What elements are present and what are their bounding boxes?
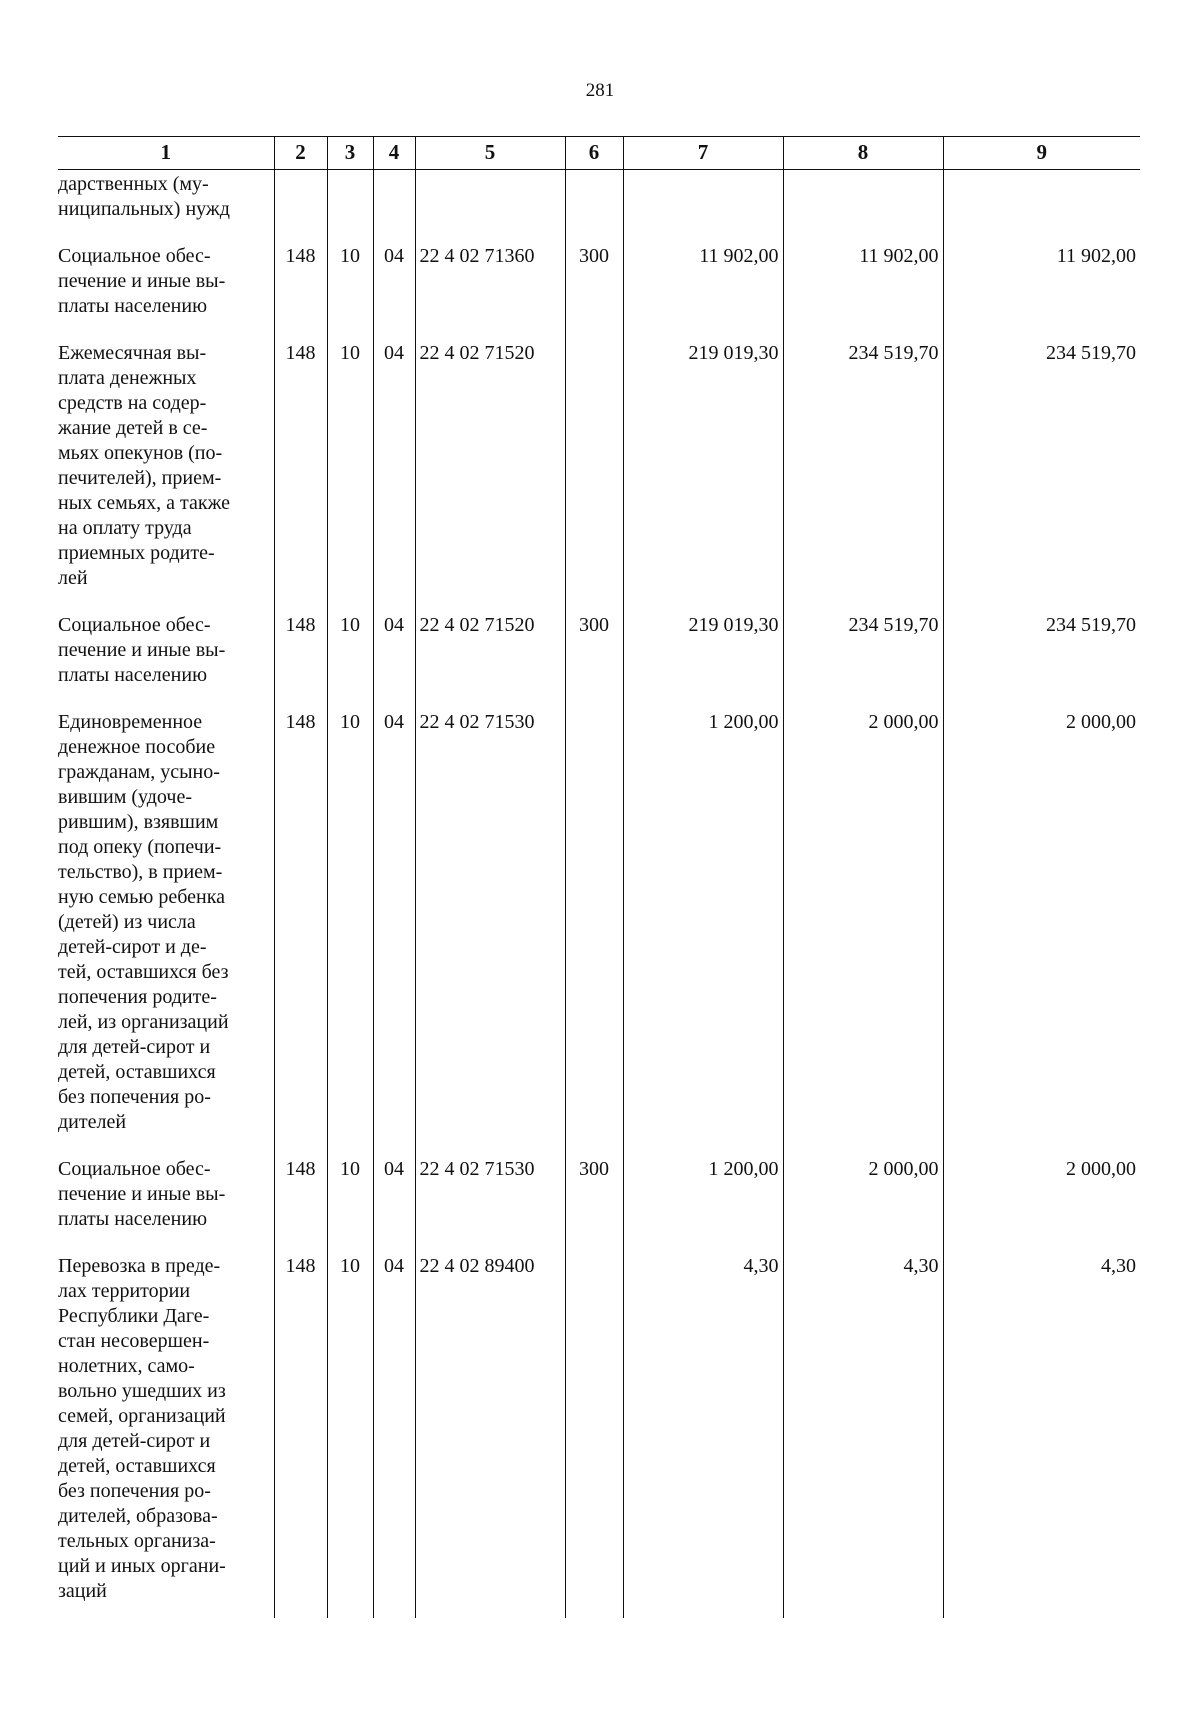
column-header: 4 xyxy=(373,137,415,170)
page-number: 281 xyxy=(585,80,615,101)
table-cell: 2 000,00 xyxy=(943,710,1140,1157)
budget-table xyxy=(58,136,1140,1618)
table-cell xyxy=(415,170,565,245)
table-cell: 22 4 02 71520 xyxy=(415,341,565,613)
column-header: 2 xyxy=(274,137,327,170)
column-header: 5 xyxy=(415,137,565,170)
table-cell: 148 xyxy=(274,341,327,613)
table-cell: 22 4 02 71530 xyxy=(415,1157,565,1254)
table-cell: 234 519,70 xyxy=(943,613,1140,710)
column-header: 7 xyxy=(623,137,783,170)
table-cell: 10 xyxy=(327,710,373,1157)
table-cell: 148 xyxy=(274,244,327,341)
table-cell: 10 xyxy=(327,1254,373,1618)
table-cell: 22 4 02 71530 xyxy=(415,710,565,1157)
table-cell: 219 019,30 xyxy=(623,613,783,710)
table-cell: 2 000,00 xyxy=(943,1157,1140,1254)
table-cell: 2 000,00 xyxy=(783,710,943,1157)
header-row xyxy=(58,137,1140,170)
table-cell: 148 xyxy=(274,710,327,1157)
table-cell: 22 4 02 71360 xyxy=(415,244,565,341)
table-cell: 10 xyxy=(327,341,373,613)
table-cell: 234 519,70 xyxy=(943,341,1140,613)
table-cell: 4,30 xyxy=(943,1254,1140,1618)
row-name-cell: Перевозка в преде- лах территории Республики Даге- стан несовершен- нолетних, само- вольно ушедших из семей, организаций для детей-сирот и детей, оставшихся без попечения ро- дителей, образова- тельных организа- ций и иных органи- заций xyxy=(58,1255,226,1602)
table-cell: 04 xyxy=(373,244,415,341)
table-cell: 1 200,00 xyxy=(623,710,783,1157)
table-row xyxy=(58,710,1140,1157)
table-cell: 11 902,00 xyxy=(623,244,783,341)
table-cell: 234 519,70 xyxy=(783,613,943,710)
table-row xyxy=(58,1254,1140,1618)
table-cell: 4,30 xyxy=(783,1254,943,1618)
row-name-cell: Социальное обес- печение и иные вы- платы населению xyxy=(58,1158,226,1230)
table-body xyxy=(58,170,1140,1619)
table-row xyxy=(58,341,1140,613)
table-cell: 1 200,00 xyxy=(623,1157,783,1254)
table-cell: 4,30 xyxy=(623,1254,783,1618)
table-cell xyxy=(274,170,327,245)
table-cell: 300 xyxy=(565,244,623,341)
table-cell xyxy=(943,170,1140,245)
table-cell: 04 xyxy=(373,710,415,1157)
table-row xyxy=(58,244,1140,341)
row-name-cell: дарственных (му- ниципальных) нужд xyxy=(58,173,230,220)
table-cell: 10 xyxy=(327,613,373,710)
table-cell: 04 xyxy=(373,613,415,710)
row-name-cell: Единовременное денежное пособие гражданам, усыно- вившим (удоче- рившим), взявшим под опеку (попечи- тельство), в прием- ную семью ребенка (детей) из числа детей-сирот и де- тей, оставшихся без попечения родите- лей, из организаций для детей-сирот и детей, оставшихся без попечения ро- дителей xyxy=(58,711,229,1133)
table-cell: 04 xyxy=(373,1254,415,1618)
table-cell: 04 xyxy=(373,341,415,613)
table-cell: 2 000,00 xyxy=(783,1157,943,1254)
table-cell: 148 xyxy=(274,1254,327,1618)
table-row xyxy=(58,613,1140,710)
table-cell: 22 4 02 71520 xyxy=(415,613,565,710)
table-cell xyxy=(327,170,373,245)
table-cell: 22 4 02 89400 xyxy=(415,1254,565,1618)
row-name-cell: Социальное обес- печение и иные вы- платы населению xyxy=(58,614,226,686)
table-cell: 148 xyxy=(274,613,327,710)
table-cell xyxy=(623,170,783,245)
table-cell xyxy=(565,1254,623,1618)
row-name-cell: Социальное обес- печение и иные вы- платы населению xyxy=(58,245,226,317)
table-cell: 234 519,70 xyxy=(783,341,943,613)
table-cell xyxy=(565,710,623,1157)
table-cell xyxy=(783,170,943,245)
table-cell: 11 902,00 xyxy=(943,244,1140,341)
table-row xyxy=(58,170,1140,245)
table-cell: 10 xyxy=(327,1157,373,1254)
column-header: 1 xyxy=(58,137,274,170)
table-cell: 300 xyxy=(565,613,623,710)
column-header: 3 xyxy=(327,137,373,170)
table-cell xyxy=(565,170,623,245)
table-cell: 10 xyxy=(327,244,373,341)
table-cell xyxy=(565,341,623,613)
table-row xyxy=(58,1157,1140,1254)
table-cell: 11 902,00 xyxy=(783,244,943,341)
column-header: 6 xyxy=(565,137,623,170)
column-header: 9 xyxy=(943,137,1140,170)
column-header: 8 xyxy=(783,137,943,170)
table-cell: 04 xyxy=(373,1157,415,1254)
table-cell: 300 xyxy=(565,1157,623,1254)
table-cell: 219 019,30 xyxy=(623,341,783,613)
table-cell: 148 xyxy=(274,1157,327,1254)
row-name-cell: Ежемесячная вы- плата денежных средств на содер- жание детей в се- мьях опекунов (по- печителей), прием- ных семьях, а также на оплату труда приемных родите- лей xyxy=(58,342,231,589)
table-cell xyxy=(373,170,415,245)
